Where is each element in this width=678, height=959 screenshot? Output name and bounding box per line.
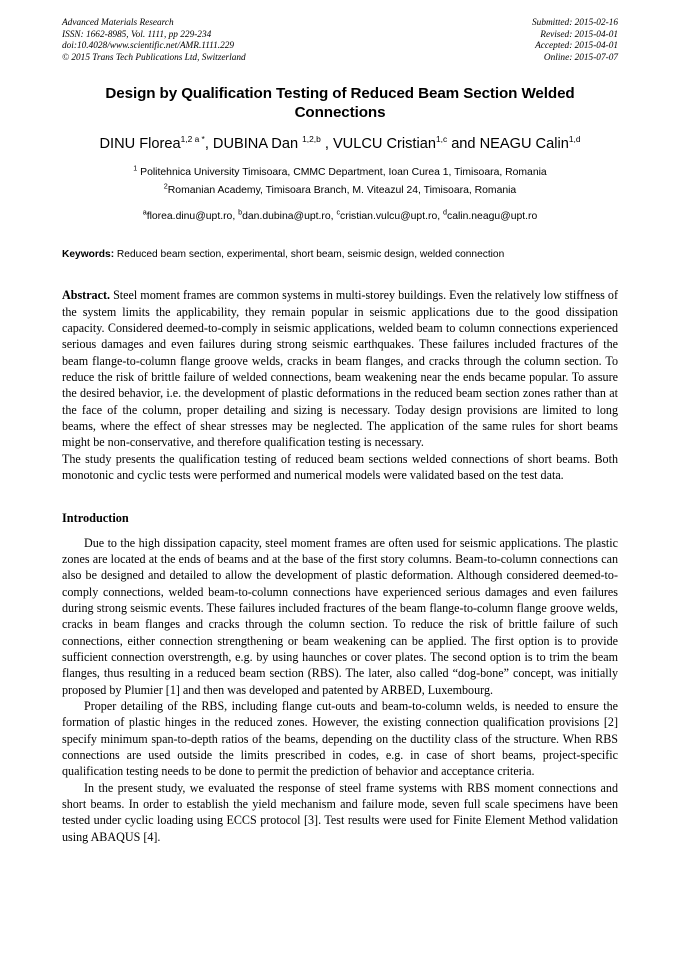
body-paragraph: Proper detailing of the RBS, including flange cut-outs and beam-to-column welds, is needed to ensure the formation of plastic hinges in the reduced zones. However, the existing connection qualification provisions [2] specify minimum span-to-depth ratios of the beams, depending on the ductility class of the structure. When RBS connections are used outside the limits prescribed in codes, e.g. in case of short beams, project-specific qualification testing needs to be done to permit the prediction of behavior and acceptance criteria. <box>62 698 618 779</box>
publication-dates-block <box>532 18 618 64</box>
email-address[interactable]: florea.dinu@upt.ro <box>146 211 233 223</box>
author-entry <box>100 136 213 152</box>
email-address[interactable]: dan.dubina@upt.ro <box>242 211 331 223</box>
author-affiliation-marker: 1,d <box>568 134 581 145</box>
author-affiliation-marker: 1,c <box>435 134 448 145</box>
accepted-date: Accepted: 2015-04-01 <box>535 41 618 52</box>
abstract-body: Steel moment frames are common systems in multi-storey buildings. Even the relatively low stiffness of the system limits the applicability, they remain popular in seismic applications due to the good dissipation capacity. Considered deemed-to-comply in seismic applications, welded beam to column connections experienced serious damages and even failures during strong seismic earthquakes. These failures included fractures of the beam flange-to-column flange groove welds, cracks in beam flanges, and cracks through the column section. To reduce the risk of brittle failure of welded connections, beam weakening near the ends became popular. To assure the desired behavior, i.e. the development of plastic deformations in the reduced beam section zones rather than at the face of the column, proper detailing and sizing is necessary. Today design provisions are limited to long beams, where the effect of shear stresses may be neglected. The application of the same rules for short beams might be non-conservative, and therefore qualification testing is necessary. <box>62 288 618 450</box>
email-separator: , <box>330 211 337 223</box>
email-marker: c <box>336 207 341 217</box>
body-paragraph: Due to the high dissipation capacity, steel moment frames are often used for seismic applications. The plastic zones are located at the ends of beams and at the base of the first story columns. Beam-to-column connections can also be designed and detailed to allow the development of plastic deformation. Although considered deemed-to-comply connections, welded beam-to-column connections have experienced serious damages and even failures during strong seismic events. These failures included fractures of the beam flange-to-column flange groove welds, cracks in beam flanges and cracks through the column section. To reduce the risk of brittle failure of such connections, either connection strengthening or beam weakening can be applied. The first option is to provide sufficient connection overstrength, e.g. by using haunches or cover plates. The second option is to trim the beam flanges, thus resulting in a reduced beam section (RBS). The later, also called “dog-bone” concept, was initially proposed by Plumier [1] and then was developed and patented by ARBED, Luxembourg. <box>62 535 618 697</box>
journal-running-header <box>62 18 618 64</box>
affiliation-item <box>62 164 618 182</box>
author-separator: , <box>204 136 213 153</box>
author-affiliation-marker: 1,2 a * <box>180 134 205 145</box>
abstract-paragraph: The study presents the qualification testing of reduced beam sections welded connections of short beams. Both monotonic and cyclic tests were performed and numerical models were validated based on the test data. <box>62 451 618 483</box>
email-entry <box>443 207 538 223</box>
email-entry <box>238 207 337 223</box>
author-entry <box>213 136 333 152</box>
author-separator: and <box>447 136 480 153</box>
affiliation-list <box>62 164 618 199</box>
keywords-value: Reduced beam section, experimental, short beam, seismic design, welded connection <box>114 249 505 261</box>
journal-issn-volume: ISSN: 1662-8985, Vol. 1111, pp 229-234 <box>62 29 212 40</box>
abstract-section <box>62 287 618 483</box>
email-marker: a <box>142 207 147 217</box>
author-email-list <box>62 207 618 224</box>
author-name: NEAGU Calin <box>479 136 569 153</box>
author-separator: , <box>320 136 333 153</box>
affiliation-marker: 1 <box>133 163 138 173</box>
introduction-body <box>62 535 618 846</box>
email-separator: , <box>232 211 239 223</box>
email-address[interactable]: cristian.vulcu@upt.ro <box>340 211 438 223</box>
affiliation-text: Politehnica University Timisoara, CMMC Department, Ioan Curea 1, Timisoara, Romania <box>137 167 547 179</box>
online-date: Online: 2015-07-07 <box>543 52 618 63</box>
affiliation-marker: 2 <box>163 181 168 191</box>
abstract-label: Abstract. <box>62 288 111 303</box>
author-entry <box>480 136 581 152</box>
journal-name: Advanced Materials Research <box>62 18 174 28</box>
keywords-label: Keywords: <box>62 249 115 261</box>
revised-date: Revised: 2015-04-01 <box>540 29 618 40</box>
author-name: VULCU Cristian <box>332 136 436 153</box>
author-name: DUBINA Dan <box>212 136 303 153</box>
journal-doi: doi:10.4028/www.scientific.net/AMR.1111.229 <box>62 41 235 52</box>
email-marker: b <box>238 207 243 217</box>
email-marker: d <box>443 207 448 217</box>
submitted-date: Submitted: 2015-02-16 <box>532 18 618 28</box>
author-affiliation-marker: 1,2,b <box>302 134 321 145</box>
keywords-line <box>62 248 618 262</box>
affiliation-item <box>62 182 618 200</box>
affiliation-text: Romanian Academy, Timisoara Branch, M. Viteazul 24, Timisoara, Romania <box>167 184 517 196</box>
email-entry <box>142 207 239 223</box>
section-heading-introduction: Introduction <box>62 510 129 525</box>
email-separator: , <box>437 211 444 223</box>
abstract-paragraph <box>62 287 618 450</box>
email-entry <box>336 207 444 223</box>
email-address[interactable]: calin.neagu@upt.ro <box>447 211 538 223</box>
author-list <box>62 135 618 153</box>
journal-identity-block <box>62 18 246 64</box>
page-title: Design by Qualification Testing of Reduced Beam Section Welded Connections <box>105 85 575 122</box>
body-paragraph: In the present study, we evaluated the response of steel frame systems with RBS moment connections and short beams. In order to establish the yield mechanism and failure mode, seven full scale specimens have been tested under cyclic loading using ECCS protocol [3]. Test results were used for Finite Element Method validation using ABAQUS [4]. <box>62 780 618 844</box>
page-content <box>62 18 618 845</box>
author-entry <box>333 136 480 152</box>
author-name: DINU Florea <box>99 136 181 153</box>
journal-copyright: © 2015 Trans Tech Publications Ltd, Switzerland <box>62 52 246 63</box>
